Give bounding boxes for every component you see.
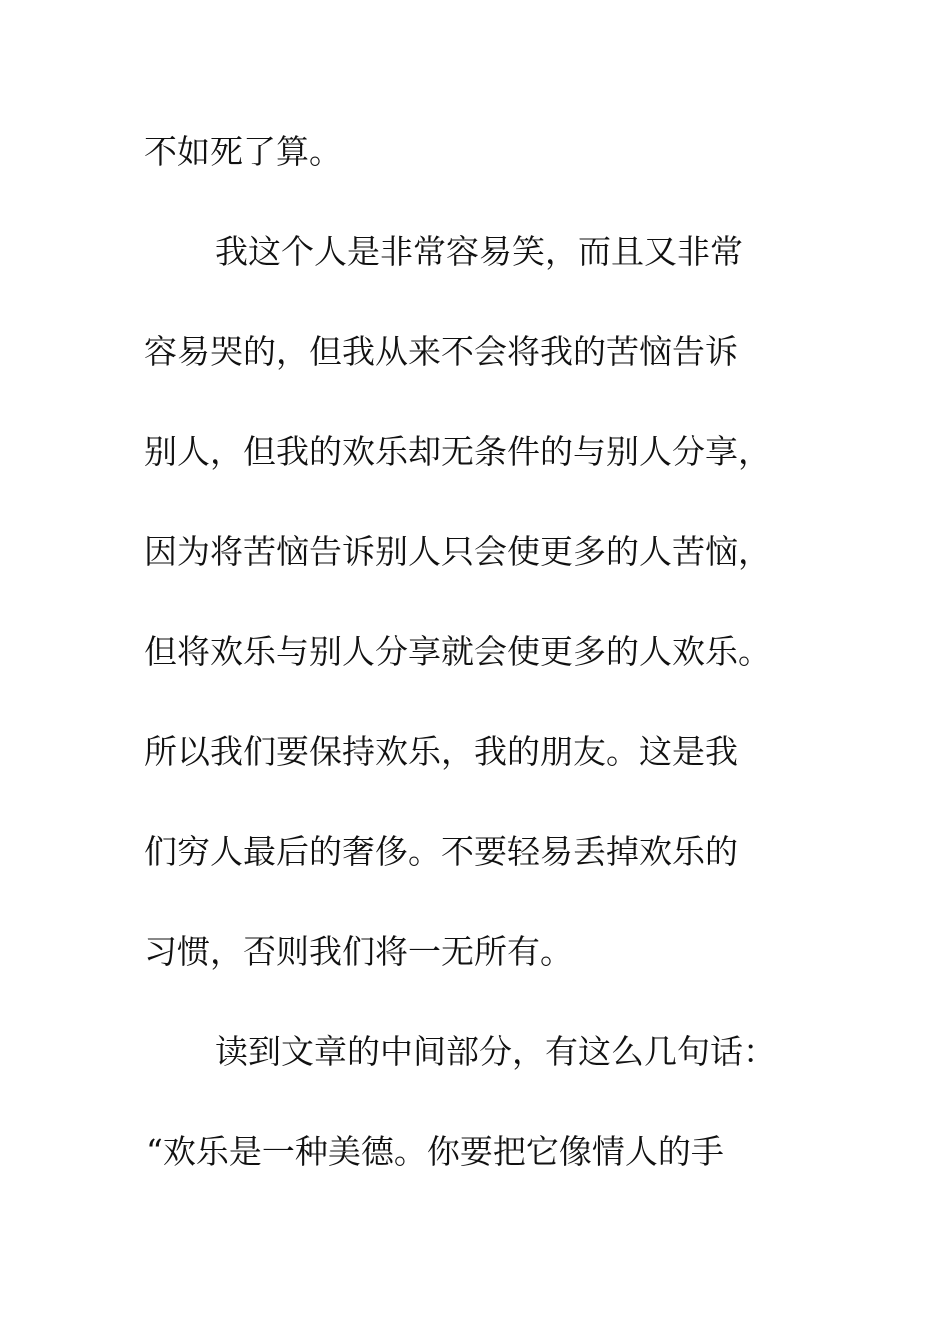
text-line-7: 所以我们要保持欢乐，我的朋友。这是我	[144, 732, 738, 771]
paragraph-start-line: 读到文章的中间部分，有这么几句话：	[215, 1032, 776, 1071]
text-line-5: 因为将苦恼告诉别人只会使更多的人苦恼，	[144, 532, 771, 571]
paragraph-start-line: 我这个人是非常容易笑，而且又非常	[215, 232, 743, 271]
text-line-11: “欢乐是一种美德。你要把它像情人的手	[146, 1132, 724, 1171]
text-line-8: 们穷人最后的奢侈。不要轻易丢掉欢乐的	[144, 832, 738, 871]
text-line-4: 别人，但我的欢乐却无条件的与别人分享，	[144, 432, 771, 471]
text-line-9: 习惯，否则我们将一无所有。	[144, 932, 573, 971]
text-line-1: 不如死了算。	[144, 132, 342, 171]
text-line-3: 容易哭的，但我从来不会将我的苦恼告诉	[144, 332, 738, 371]
text-line-6: 但将欢乐与别人分享就会使更多的人欢乐。	[144, 632, 771, 671]
